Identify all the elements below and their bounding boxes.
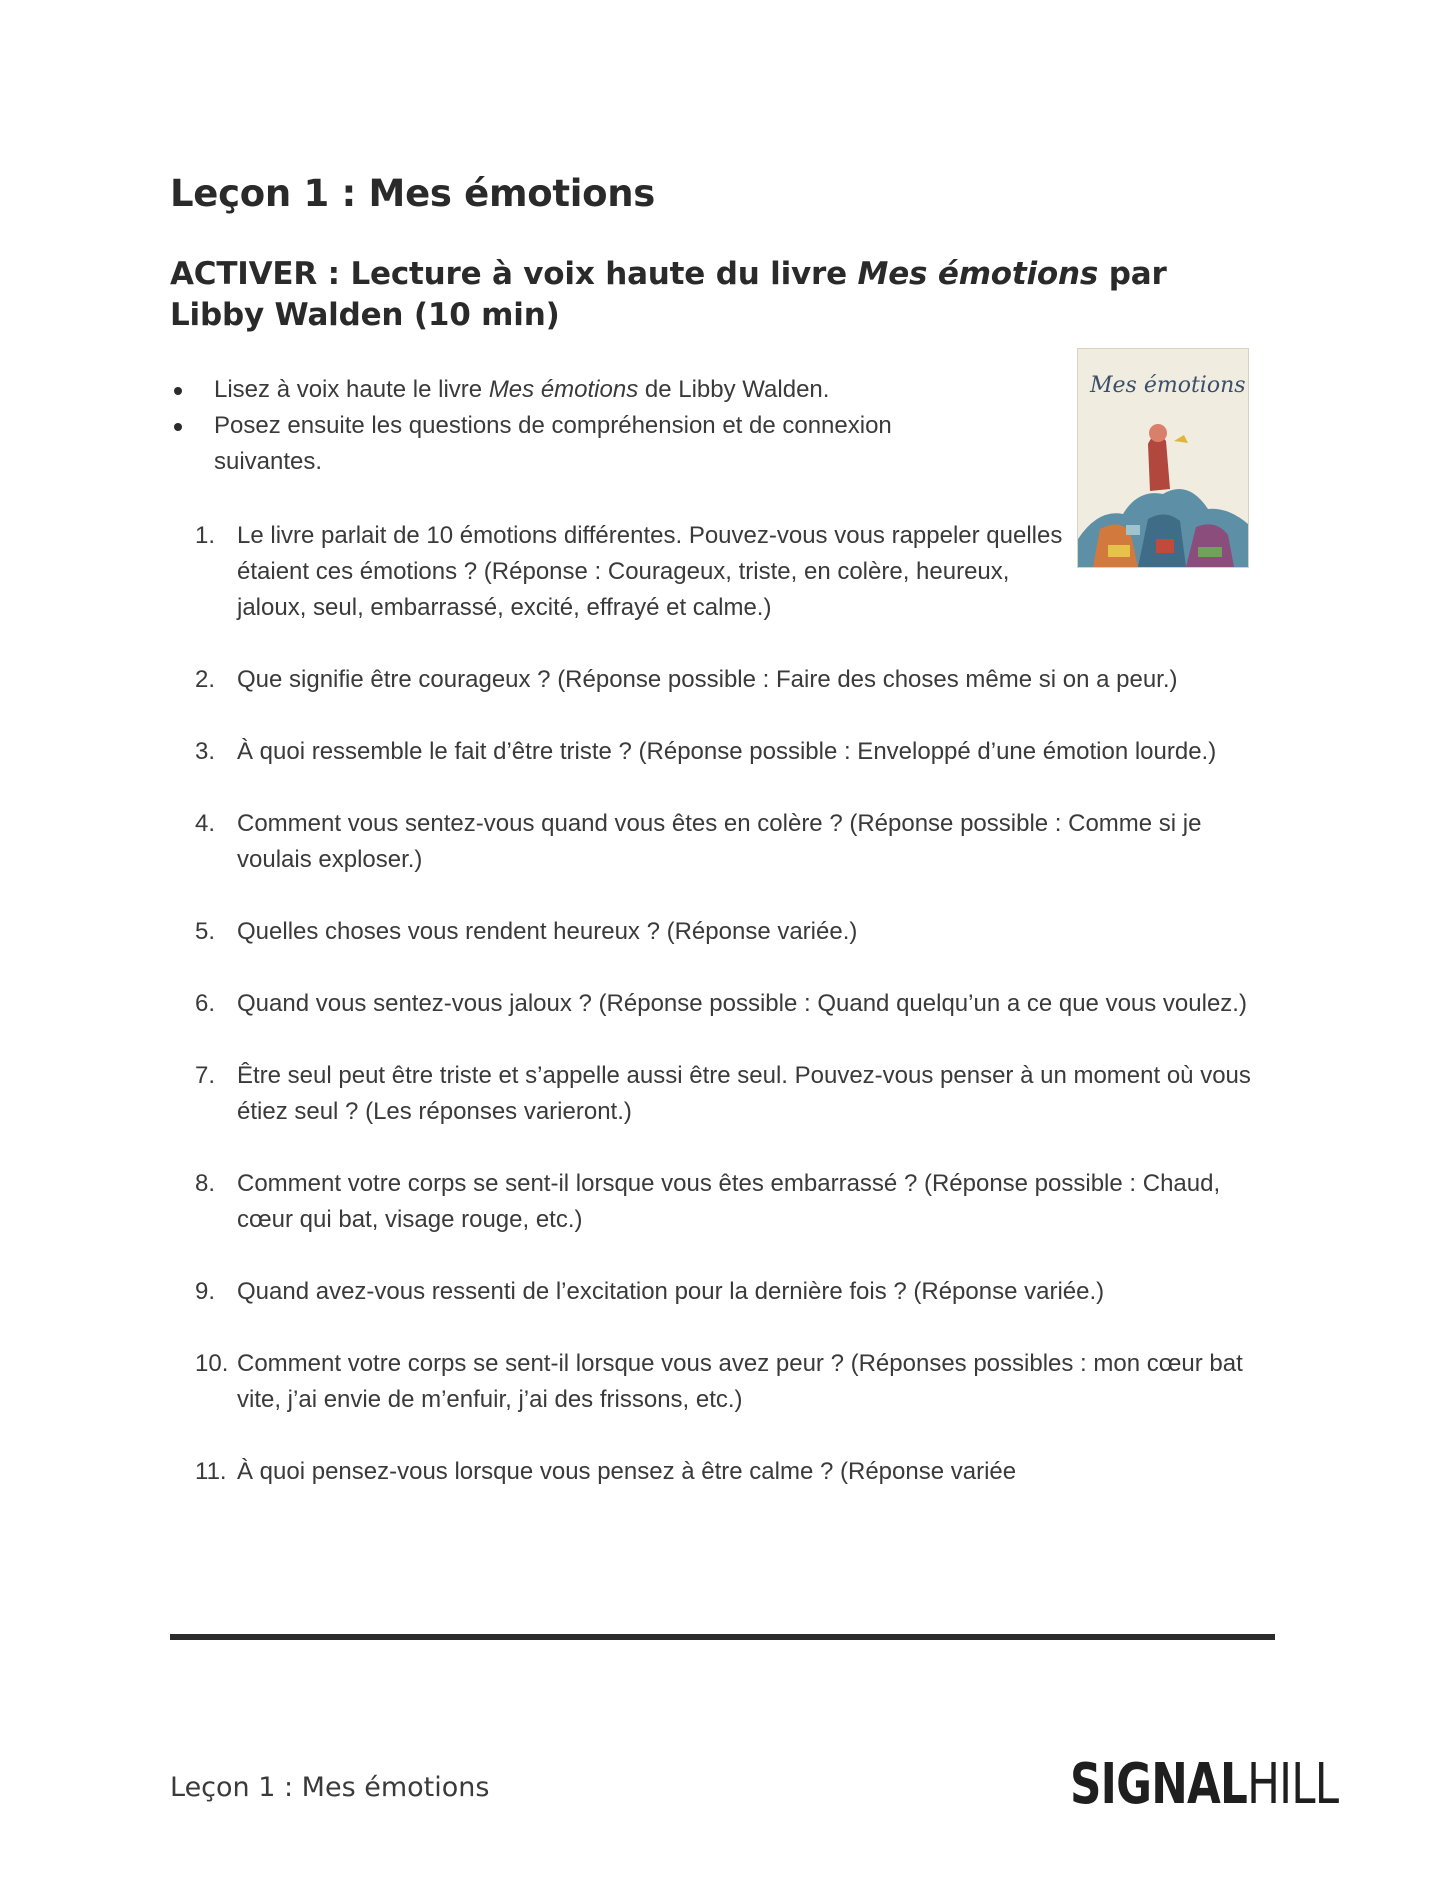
- question-item: 2. Que signifie être courageux ? (Réponse possible : Faire des choses même si on a peur.): [195, 666, 1178, 693]
- question-item: 4. Comment vous sentez-vous quand vous êtes en colère ? (Réponse possible : Comme si je voulais exploser.): [195, 810, 1202, 873]
- footer-lesson-title: Leçon 1 : Mes émotions: [170, 1772, 490, 1803]
- question-item: 11. À quoi pensez-vous lorsque vous pensez à être calme ? (Réponse variée: [195, 1458, 1017, 1485]
- section-heading-suffix: par Libby Walden (10 min): [170, 256, 1167, 333]
- question-item: 5. Quelles choses vous rendent heureux ? (Réponse variée.): [195, 918, 858, 945]
- page-title: Leçon 1 : Mes émotions: [170, 172, 655, 215]
- question-item: 9. Quand avez-vous ressenti de l’excitation pour la dernière fois ? (Réponse variée.): [195, 1278, 1105, 1305]
- section-heading: [170, 254, 1220, 336]
- book-cover-title: Mes émotions: [1090, 373, 1246, 398]
- footer-divider: [170, 1634, 1275, 1640]
- question-item: 1. Le livre parlait de 10 émotions différentes. Pouvez-vous vous rappeler quelles étaient ces émotions ? (Réponse : Courageux, triste, en colère, heureux, jaloux, seul, embarrassé, excité, effrayé et calme.): [195, 522, 1063, 621]
- question-item: 8. Comment votre corps se sent-il lorsque vous êtes embarrassé ? (Réponse possible : Chaud, cœur qui bat, visage rouge, etc.): [195, 1170, 1221, 1233]
- signal-hill-logo: SIGNALHILL: [1070, 1752, 1339, 1817]
- question-item: 3. À quoi ressemble le fait d’être triste ? (Réponse possible : Enveloppé d’une émotion lourde.): [195, 738, 1217, 765]
- instruction-list: [170, 372, 990, 480]
- question-item: 6. Quand vous sentez-vous jaloux ? (Réponse possible : Quand quelqu’un a ce que vous voulez.): [195, 990, 1247, 1017]
- instruction-item: Lisez à voix haute le livre Mes émotions de Libby Walden.: [170, 372, 990, 408]
- section-heading-book-title: Mes émotions: [857, 256, 1099, 292]
- section-heading-prefix: ACTIVER : Lecture à voix haute du livre: [170, 256, 858, 292]
- instruction-item: Posez ensuite les questions de compréhension et de connexion suivantes.: [170, 408, 990, 480]
- question-list: [195, 518, 1255, 1526]
- question-item: 7. Être seul peut être triste et s’appelle aussi être seul. Pouvez-vous penser à un moment où vous étiez seul ? (Les réponses varieront.): [195, 1062, 1251, 1125]
- question-item: 10. Comment votre corps se sent-il lorsque vous avez peur ? (Réponses possibles : mon cœur bat vite, j’ai envie de m’enfuir, j’ai des frissons, etc.): [195, 1350, 1243, 1413]
